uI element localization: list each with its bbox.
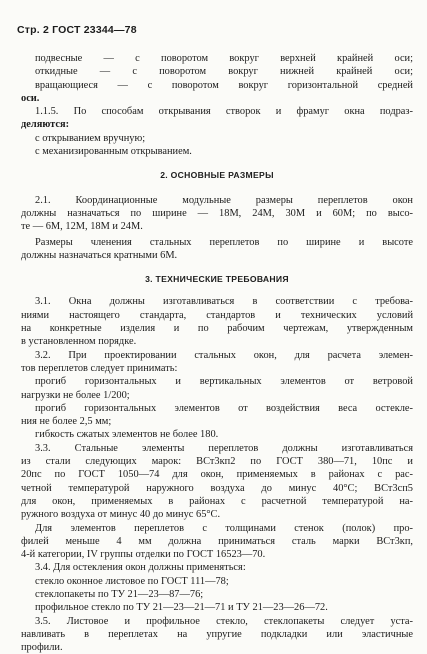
text-line: 20пс по ГОСТ 1050—74 для окон, применяемых в районах с рас- xyxy=(21,469,413,481)
text-line: нагрузки не более 1/200; xyxy=(21,389,130,401)
text-line: прогиб горизонтальных и вертикальных элементов от ветровой xyxy=(35,376,413,388)
text-line: ния не более 2,5 мм; xyxy=(21,416,112,428)
text-line: 3.4. Для остекления окон должны применяться: xyxy=(35,562,246,574)
text-line: филей меньше 4 мм должна приниматься сталь марки ВСт3кп, xyxy=(21,535,413,547)
text-line: вращающиеся — с поворотом вокруг горизонтальной средней xyxy=(35,79,413,91)
text-line: с открыванием вручную; xyxy=(35,132,146,144)
text-line: Размеры членения стальных переплетов по ширине и высоте xyxy=(35,236,413,248)
text-line: на конкретные изделия и по рабочим чертежам, утвержденным xyxy=(21,323,413,335)
text-line: те — 6М, 12М, 18М и 24М. xyxy=(21,221,143,233)
section-heading: 3. ТЕХНИЧЕСКИЕ ТРЕБОВАНИЯ xyxy=(145,274,289,285)
document-body xyxy=(21,52,413,654)
text-line: тов переплетов следует принимать: xyxy=(21,362,178,374)
text-line: в установленном порядке. xyxy=(21,336,137,348)
text-line: гибкость сжатых элементов не более 180. xyxy=(35,429,219,441)
text-line: стеклопакеты по ТУ 21—23—87—76; xyxy=(35,588,204,600)
text-line: навливать в переплетах на упругие подкладки или эластичные xyxy=(21,628,413,640)
page-header: Стр. 2 ГОСТ 23344—78 xyxy=(17,24,137,36)
text-line: профили. xyxy=(21,642,63,654)
text-line: 3.1. Окна должны изготавливаться в соответствии с требова- xyxy=(35,296,413,308)
text-line: 3.3. Стальные элементы переплетов должны изготавливаться xyxy=(35,442,413,454)
text-line: откидные — с поворотом вокруг нижней крайней оси; xyxy=(35,66,413,78)
text-line: подвесные — с поворотом вокруг верхней крайней оси; xyxy=(35,53,413,64)
text-line: четной температурой наружного воздуха до минус 40°С; ВСт3сп5 xyxy=(21,482,413,494)
text-line: с механизированным открыванием. xyxy=(35,146,192,158)
text-line: для окон, применяемых в районах с расчетной температурой на- xyxy=(21,495,413,507)
text-line: Для элементов переплетов с толщинами стенок (полок) про- xyxy=(35,522,413,534)
text-line: ружного воздуха от минус 40 до минус 65°С. xyxy=(21,509,221,521)
text-line: стекло оконное листовое по ГОСТ 111—78; xyxy=(35,575,229,587)
text-line: прогиб горизонтальных элементов от воздействия веса остекле- xyxy=(35,402,413,414)
text-line: из стали следующих марок: ВСт3кп2 по ГОСТ 380—71, 10пс и xyxy=(21,456,413,468)
section-heading: 2. ОСНОВНЫЕ РАЗМЕРЫ xyxy=(160,170,274,181)
text-line: деляются: xyxy=(21,119,70,131)
text-line: профильное стекло по ТУ 21—23—21—71 и ТУ 21—23—26—72. xyxy=(35,602,328,614)
text-line: должны назначаться по ширине — 18М, 24М, 30М и 60М; по высо- xyxy=(21,207,413,219)
text-line: 4-й категории, IV группы отделки по ГОСТ 16523—70. xyxy=(21,549,266,561)
text-line: ниями настоящего стандарта, стандартов и технических условий xyxy=(21,309,413,321)
text-line: 1.1.5. По способам открывания створок и фрамуг окна подраз- xyxy=(35,106,413,118)
text-line: 3.2. При проектировании стальных окон, для расчета элемен- xyxy=(35,349,413,361)
text-line: 3.5. Листовое и профильное стекло, стеклопакеты следует уста- xyxy=(35,615,413,627)
text-line: 2.1. Координационные модульные размеры переплетов окон xyxy=(35,194,413,206)
text-line: должны назначаться кратными 6М. xyxy=(21,249,178,261)
text-line: оси. xyxy=(21,92,40,104)
